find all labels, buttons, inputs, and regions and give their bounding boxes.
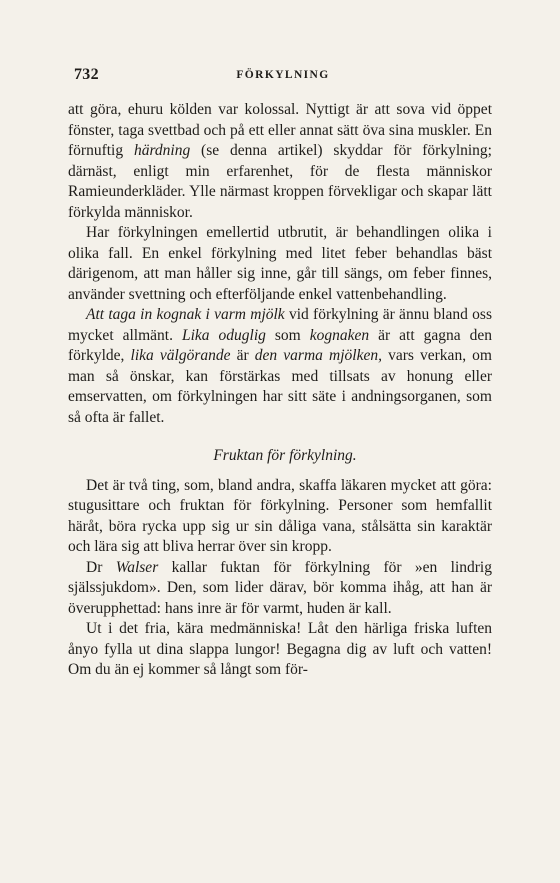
text-run: vars verkan, om man så önskar, kan förstärkas med tillsats av honung eller emservatten, om förkylningen har sitt säte i andningsorganen, som så ofta är fallet. xyxy=(68,347,492,426)
text-run: är xyxy=(230,347,255,364)
text-run: Det är två ting, som, bland andra, skaffa läkaren mycket att göra: stugusittare och fruktan för förkylning. Personer som hemfallit häråt, böra rycka upp sig ur sin dåliga vana, stålsätta sin karaktär och lära sig att bliva herrar över sin kropp. xyxy=(68,476,492,555)
italic-text: Walser xyxy=(115,558,159,576)
text-run: Har förkylningen emellertid utbrutit, är behandlingen olika i olika fall. En enkel förkylning med litet feber behandlas bäst därigenom, att man håller sig inne, går till sängs, om feber finnes, använder svettning och efterföljande enkel vattenbehandling. xyxy=(68,224,492,303)
text-run: är att gagna den förkylde, xyxy=(68,326,492,364)
paragraph xyxy=(68,619,492,681)
text-run: Ut i det fria, kära medmänniska! Låt den härliga friska luften ånyo fylla ut dina slappa lungor! Begagna dig av luft och vatten! Om du än ej kommer så långt som för- xyxy=(68,620,492,678)
text-run: (se denna artikel) skyddar för förkylning; därnäst, enligt min erfarenhet, för de flesta människor Ramieunderkläder. Ylle närmast kroppen förvekligar och skapar lätt förkylda människor. xyxy=(68,142,492,221)
text-run: att göra, ehuru kölden var kolossal. Nyttigt är att sova vid öppet fönster, taga svettbad och på ett eller annat sätt öva sina muskler. En förnuftig xyxy=(68,101,492,159)
text-run: vid förkylning är ännu bland oss mycket allmänt. xyxy=(68,306,492,344)
page-header xyxy=(74,66,492,86)
section-heading xyxy=(68,446,492,467)
italic-text: den varma mjölken, xyxy=(254,347,382,364)
paragraph xyxy=(68,223,492,305)
paragraph xyxy=(68,100,492,223)
italic-text: härdning xyxy=(133,142,191,159)
page-body xyxy=(68,100,492,681)
page-number: 732 xyxy=(74,66,99,83)
text-run: Fruktan för förkylning. xyxy=(213,447,357,464)
text-run: som xyxy=(265,326,310,344)
italic-text: kognaken xyxy=(309,326,370,344)
italic-text: lika välgörande xyxy=(130,347,231,364)
italic-text: Lika oduglig xyxy=(181,326,266,344)
paragraph xyxy=(68,558,492,620)
italic-text: Att taga in kognak i varm mjölk xyxy=(86,306,285,323)
running-head: FÖRKYLNING xyxy=(236,69,330,81)
text-run: Dr xyxy=(86,558,116,576)
paragraph xyxy=(68,476,492,558)
text-run: kallar fuktan för förkylning för »en lindrig själssjukdom». Den, som lider därav, bör komma ihåg, att han är överupphettad: hans inre är för varmt, huden är kall. xyxy=(68,558,492,617)
paragraph xyxy=(68,305,492,428)
